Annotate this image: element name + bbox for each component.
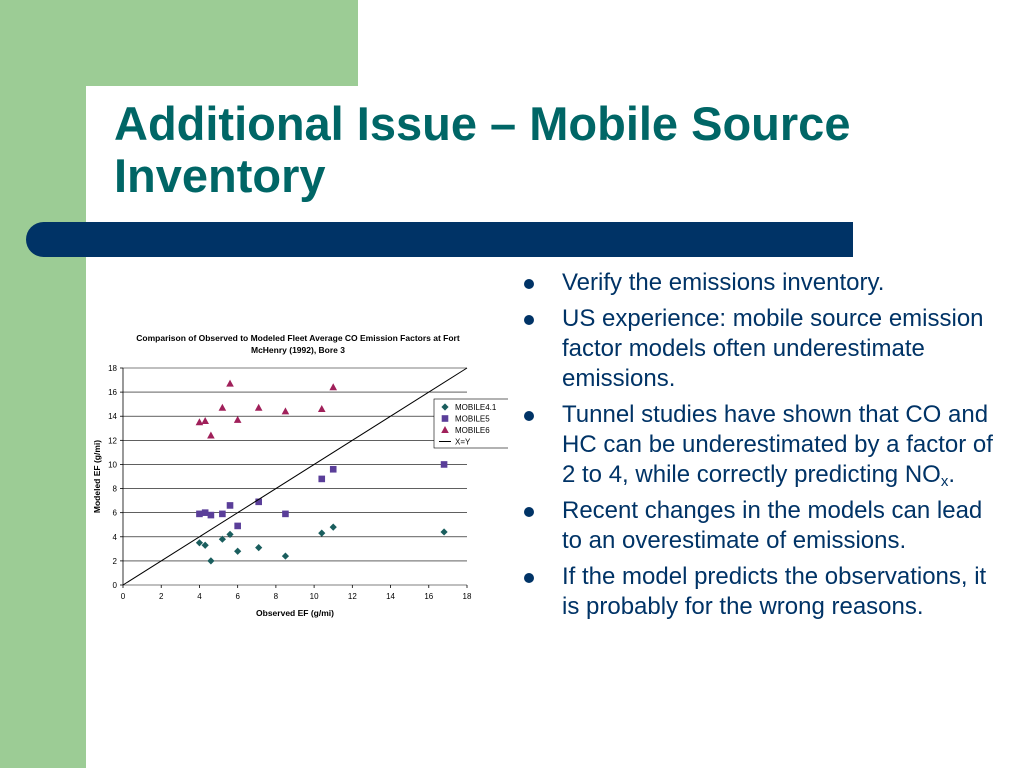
x-tick-label: 8 [273, 592, 279, 601]
y-tick-label: 14 [108, 412, 117, 422]
y-tick-label: 6 [112, 508, 117, 518]
data-point-triangle [282, 407, 290, 414]
slide-title-line1: Additional Issue – Mobile Source [114, 97, 851, 150]
bullet-text: Tunnel studies have shown that CO and HC can be underestimated by a factor of 2 to 4, while correctly predicting NO [562, 401, 993, 488]
x-axis-label: Observed EF (g/mi) [256, 608, 334, 618]
data-point-square [441, 461, 448, 468]
series-line-x-equals-y [123, 368, 467, 585]
data-point-diamond [330, 524, 337, 531]
data-point-square [208, 512, 215, 519]
x-tick-label: 4 [197, 592, 202, 601]
bullet-item [524, 268, 1004, 298]
x-tick-label: 14 [386, 592, 396, 601]
bullet-list [524, 268, 1004, 628]
x-tick-label: 10 [309, 592, 319, 601]
data-point-triangle [207, 432, 215, 439]
bullet-item [524, 496, 1004, 556]
bullet-text: Recent changes in the models can lead to an overestimate of emissions. [562, 497, 983, 554]
data-point-diamond [234, 548, 241, 555]
bullet-dot-icon [524, 411, 534, 421]
chart-svg [88, 330, 508, 630]
y-axis-label: Modeled EF (g/mi) [92, 439, 102, 514]
bullet-subscript: x [940, 473, 949, 490]
data-point-triangle [329, 383, 337, 390]
legend-label: X=Y [455, 437, 471, 447]
x-tick-label: 18 [462, 592, 472, 601]
data-point-square [196, 511, 203, 518]
data-point-triangle [234, 416, 242, 423]
chart-title: Comparison of Observed to Modeled Fleet Average CO Emission Factors at Fort [136, 333, 460, 343]
bullet-dot-icon [524, 507, 534, 517]
y-tick-label: 16 [108, 388, 117, 398]
y-tick-label: 0 [112, 581, 117, 590]
x-tick-label: 0 [120, 592, 126, 601]
legend-label: MOBILE6 [455, 426, 490, 435]
title-divider-bar [26, 222, 853, 257]
scatter-chart [88, 330, 508, 630]
bullet-text: Verify the emissions inventory. [562, 269, 885, 296]
data-point-triangle [226, 380, 234, 387]
data-point-diamond [207, 557, 214, 564]
data-point-diamond [282, 552, 289, 559]
data-point-triangle [219, 404, 227, 411]
data-point-diamond [318, 530, 325, 537]
slide-title [114, 98, 994, 202]
data-point-diamond [255, 544, 262, 551]
data-point-square [282, 511, 289, 518]
bullet-dot-icon [524, 279, 534, 289]
x-tick-label: 16 [424, 592, 434, 601]
accent-sidebar [0, 0, 86, 768]
data-point-square [219, 511, 226, 518]
data-point-triangle [318, 405, 326, 412]
y-tick-label: 18 [108, 364, 117, 373]
data-point-diamond [440, 528, 447, 535]
legend-label: MOBILE4.1 [455, 403, 497, 412]
bullet-suffix: . [948, 461, 955, 488]
bullet-dot-icon [524, 315, 534, 325]
x-tick-label: 2 [158, 592, 164, 601]
data-point-square [234, 523, 241, 530]
y-tick-label: 10 [108, 460, 117, 470]
y-tick-label: 2 [112, 556, 117, 566]
y-tick-label: 12 [108, 436, 117, 446]
x-tick-label: 6 [235, 592, 240, 601]
bullet-item [524, 400, 1004, 490]
data-point-square [318, 476, 325, 483]
bullet-text: US experience: mobile source emission factor models often underestimate emissions. [562, 305, 984, 392]
bullet-item [524, 304, 1004, 394]
accent-header-block [0, 0, 358, 86]
bullet-dot-icon [524, 573, 534, 583]
data-point-triangle [255, 404, 263, 411]
data-point-triangle [196, 418, 204, 425]
bullet-text: If the model predicts the observations, it is probably for the wrong reasons. [562, 563, 987, 620]
data-point-square [330, 466, 337, 473]
y-tick-label: 8 [112, 484, 117, 494]
bullet-item [524, 562, 1004, 622]
legend-label: MOBILE5 [455, 414, 490, 424]
slide-title-line2: Inventory [114, 149, 326, 202]
x-tick-label: 12 [347, 592, 357, 601]
data-point-triangle [201, 417, 209, 424]
y-tick-label: 4 [112, 532, 117, 542]
chart-title: McHenry (1992), Bore 3 [250, 345, 346, 355]
data-point-square [227, 502, 234, 509]
legend-square-icon [442, 415, 449, 422]
data-point-square [202, 509, 209, 516]
